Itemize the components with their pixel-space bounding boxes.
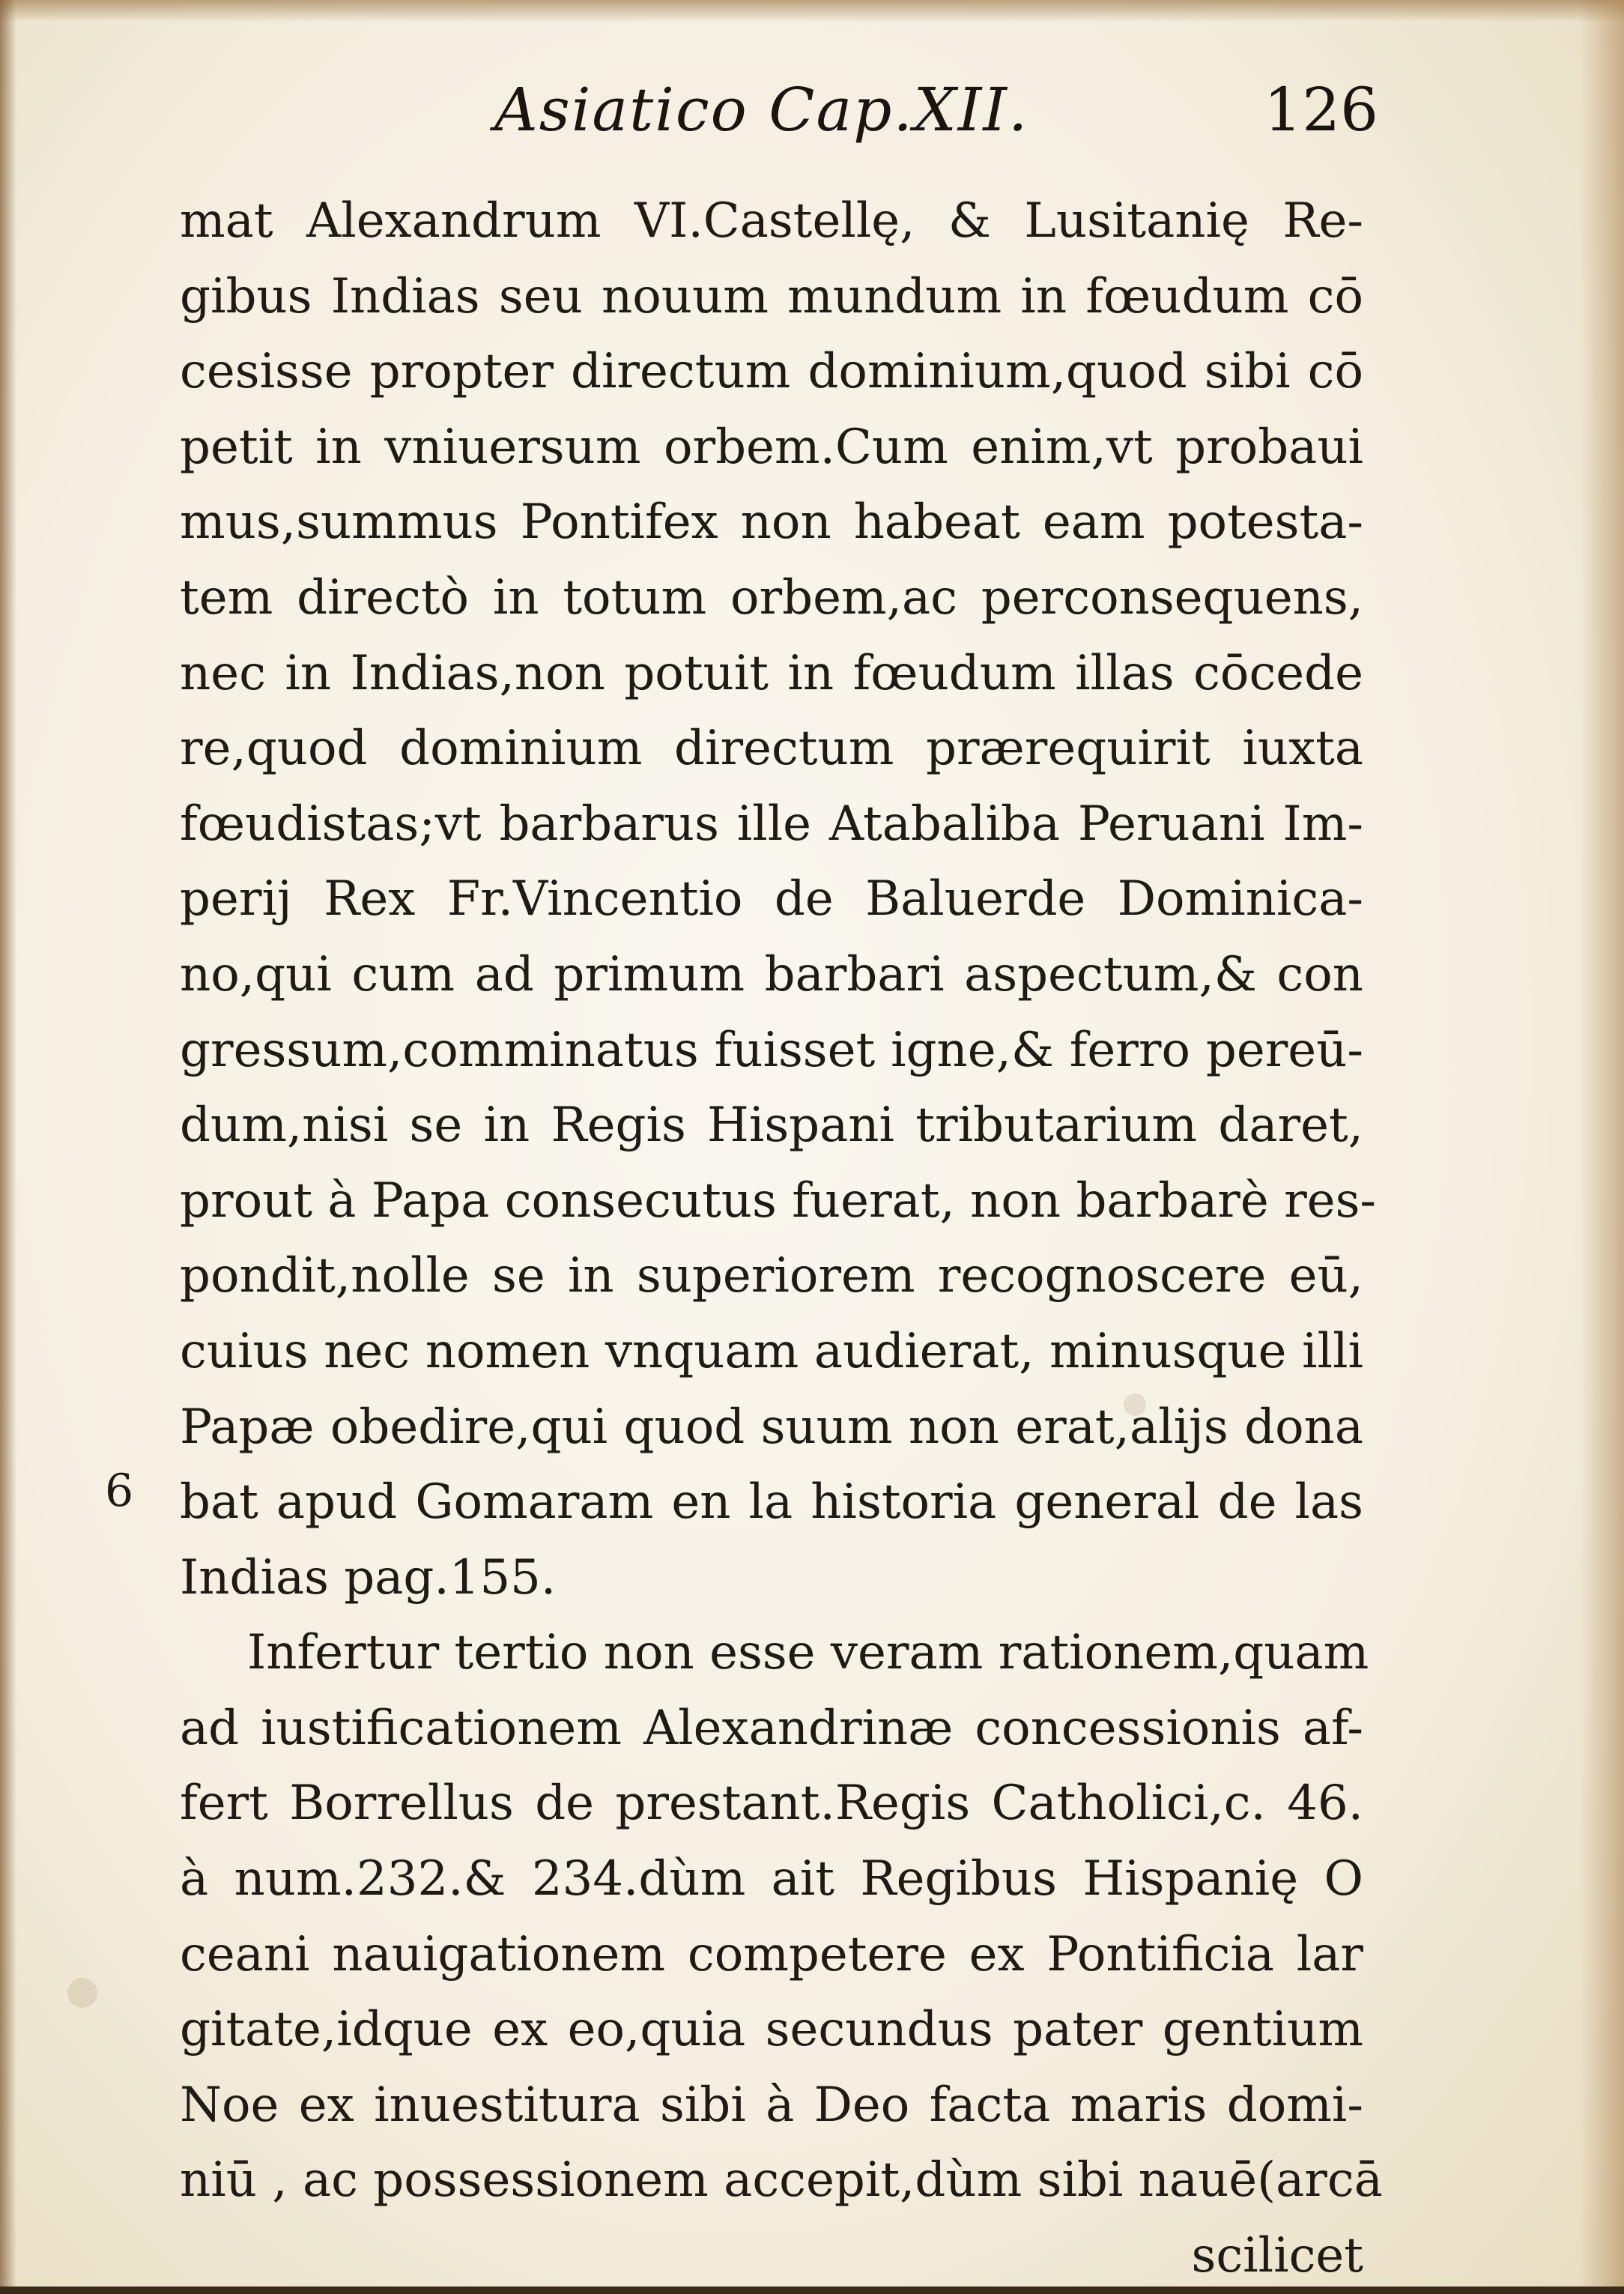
text-line: Infertur tertio non esse veram rationem,quam (247, 1625, 1369, 1681)
text-line: gibus Indias seu nouum mundum in fœudum cō (180, 268, 1363, 324)
marginal-paragraph-number: 6 (105, 1465, 134, 1517)
page-gutter-shadow (0, 0, 16, 2287)
text-line: mat Alexandrum VI.Castellę, & Lusitanię Re- (180, 193, 1363, 249)
text-line: petit in vniuersum orbem.Cum enim,vt probaui (180, 419, 1363, 475)
text-line: fœudistas;vt barbarus ille Atabaliba Peruani Im- (180, 796, 1363, 852)
page-top-edge (0, 0, 1624, 22)
text-line: perij Rex Fr.Vincentio de Baluerde Dominica- (180, 871, 1363, 927)
text-line: dum,nisi se in Regis Hispani tributarium daret, (180, 1098, 1363, 1154)
text-line: pondit,nolle se in superiorem recognoscere eū, (180, 1248, 1363, 1304)
body-text (180, 184, 1383, 2294)
text-line: Noe ex inuestitura sibi à Deo facta maris domi- (180, 2077, 1363, 2133)
text-line: Papæ obedire,qui quod suum non erat,alijs dona (180, 1399, 1363, 1455)
running-title: Asiatico Cap.XII. (494, 75, 1029, 145)
text-line: cesisse propter directum dominium,quod sibi cō (180, 344, 1363, 400)
text-line: niū , ac possessionem accepit,dùm sibi nauē(arcā (180, 2152, 1383, 2209)
text-line: prout à Papa consecutus fuerat, non barbarè res- (180, 1172, 1377, 1229)
text-line: fert Borrellus de prestant.Regis Catholici,c. 46. (180, 1776, 1363, 1832)
paper-stain (67, 1978, 97, 2008)
text-line: nec in Indias,non potuit in fœudum illas cōcede (180, 645, 1363, 701)
text-line: ad iustificationem Alexandrinæ concessionis af- (180, 1700, 1363, 1756)
page-header (494, 75, 1378, 157)
text-line: Indias pag.155. (180, 1549, 557, 1606)
text-line: gressum,comminatus fuisset igne,& ferro pereū- (180, 1022, 1363, 1078)
text-line: à num.232.& 234.dùm ait Regibus Hispanię O (180, 1851, 1363, 1907)
text-line: no,qui cum ad primum barbari aspectum,& con (180, 946, 1363, 1002)
text-line: mus,summus Pontifex non habeat eam potesta- (180, 494, 1363, 551)
page-number: 126 (1264, 75, 1378, 145)
text-line: re,quod dominium directum prærequirit iuxta (180, 721, 1363, 777)
text-line: ceani nauigationem competere ex Pontificia lar (180, 1926, 1363, 1982)
text-line: tem directò in totum orbem,ac perconsequens, (180, 569, 1363, 626)
text-line: gitate,idque ex eo,quia secundus pater gentium (180, 2002, 1363, 2058)
catchword: scilicet (1191, 2228, 1363, 2284)
page-right-edge (1579, 0, 1624, 2287)
text-line: bat apud Gomaram en la historia general de las (180, 1474, 1363, 1531)
text-line: cuius nec nomen vnquam audierat, minusque illi (180, 1323, 1363, 1379)
